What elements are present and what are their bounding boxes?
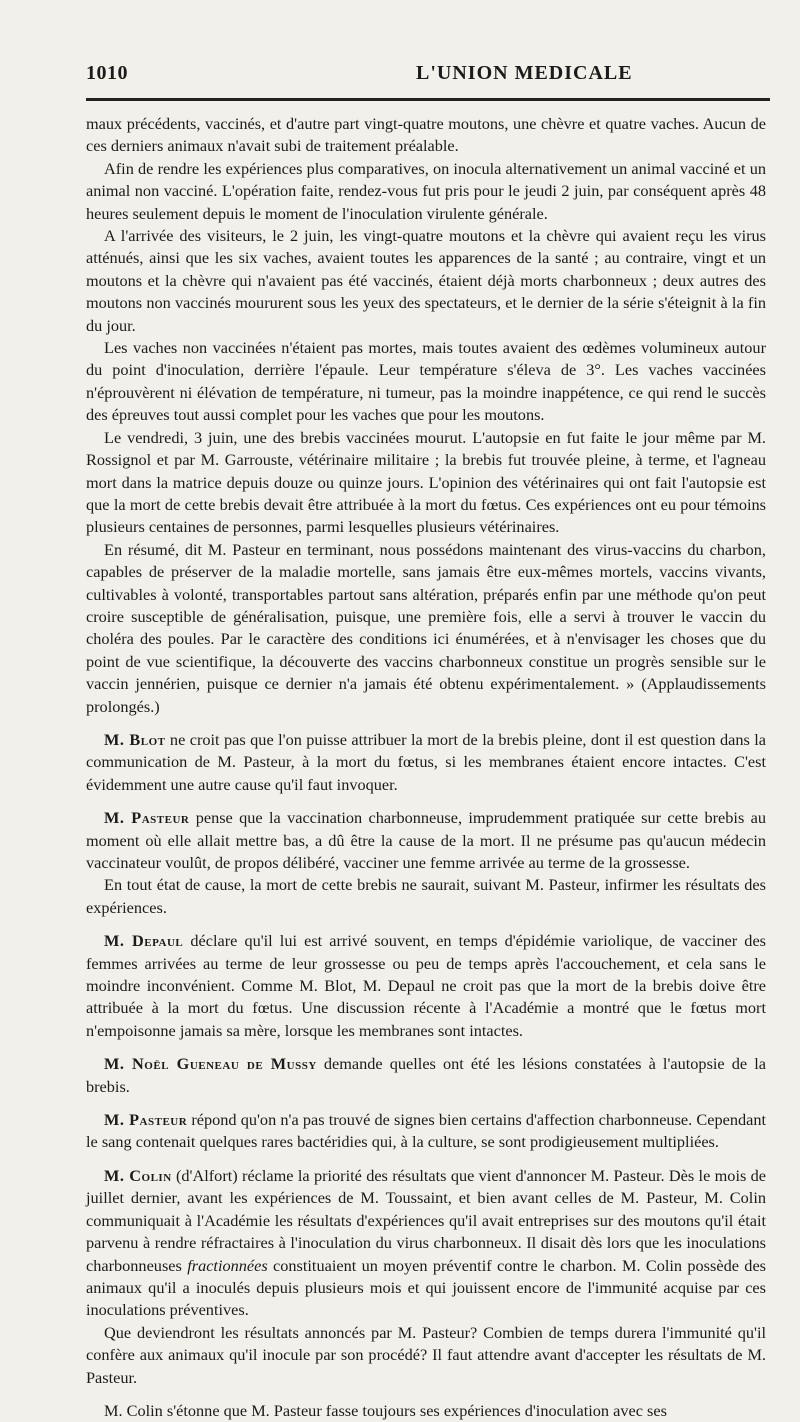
paragraph: Que deviendront les résultats annoncés par M. Pasteur? Combien de temps durera l'immunité qu'il confère aux animaux qu'il inocule par son procédé? Il faut attendre avant d'accepter les résultats de M. Pasteur. — [86, 1322, 766, 1387]
speaker-text: répond qu'on n'a pas trouvé de signes bien certains d'affection charbonneuse. Cependant le sang contenait quelques rares bactéridies qui, à la culture, se sont prodigieusement multipliées. — [86, 1110, 766, 1152]
speaker-name: M. Blot — [104, 729, 166, 749]
speaker-text-tail: constituaient un moyen préventif contre le charbon. M. Colin possède des animaux qu'il a inoculés depuis plusieurs mois et qui jouissent encore de l'immunité acquise par ces inoculations préventives. — [86, 1255, 767, 1320]
speaker-name: M. Colin — [104, 1165, 172, 1185]
page-number: 1010 — [86, 62, 128, 84]
speaker-text: (d'Alfort) réclame la priorité des résultats que vient d'annoncer M. Pasteur. Dès le mois de juillet dernier, avant les expériences de M. Toussaint, et bien avant celles de M. Pasteur, M. Colin communiquait à l'Académie les résultats d'expériences qu'il avait entreprises sur des moutons qu'il était parvenu à rendre réfractaires à l'inoculation du virus charbonneux. Il disait dès lors que les inoculations charbonneuses — [86, 1165, 766, 1275]
speaker-text: déclare qu'il lui est arrivé souvent, en temps d'épidémie variolique, de vacciner des femmes arrivées au terme de leur grossesse ou peu de temps après l'accouchement, et cela sans le moindre inconvénient. Comme M. Blot, M. Depaul ne croit pas que la mort de la brebis doive être attribuée à la mort du fœtus. Une discussion récente à l'Académie a montré que le fœtus mort n'empoisonne jamais sa mère, lorsque les membranes sont intactes. — [86, 931, 767, 1040]
speaker-paragraph — [86, 930, 766, 1042]
speaker-paragraph — [86, 1053, 766, 1098]
paragraph: M. Colin s'étonne que M. Pasteur fasse toujours ses expériences d'inoculation avec ses — [104, 1400, 667, 1420]
speaker-paragraph — [86, 807, 766, 874]
speaker-paragraph — [86, 1165, 766, 1322]
running-title: L'UNION MEDICALE — [416, 62, 633, 84]
paragraph: maux précédents, vaccinés, et d'autre part vingt-quatre moutons, une chèvre et quatre vaches. Aucun de ces derniers animaux n'avait subi de traitement préalable. — [86, 114, 766, 156]
article-body — [86, 113, 766, 1422]
paragraph: Les vaches non vaccinées n'étaient pas mortes, mais toutes avaient des œdèmes volumineux autour du point d'inoculation, derrière l'épaule. Leur température s'éleva de 3°. Les vaches vaccinées n'éprouvèrent ni élévation de température, ni tumeur, pas la moindre inappétence, ce qui rend le succès des épreuves tout aussi complet pour les vaches que pour les moutons. — [86, 338, 766, 425]
page-header — [86, 62, 766, 88]
speaker-paragraph — [86, 729, 766, 796]
emphasis-text: fractionnées — [187, 1255, 268, 1275]
speaker-name: M. Noël Gueneau de Mussy — [104, 1054, 317, 1074]
paragraph: Le vendredi, 3 juin, une des brebis vaccinées mourut. L'autopsie en fut faite le jour même par M. Rossignol et par M. Garrouste, vétérinaire militaire ; la brebis fut trouvée pleine, à terme, et l'agneau mort dans la matrice depuis douze ou quinze jours. L'opinion des vétérinaires qui ont fait l'autopsie est que la mort de cette brebis devait être attribuée à la mort du fœtus. Ces expériences ont eu pour témoins plusieurs centaines de personnes, parmi lesquelles plusieurs vétérinaires. — [86, 427, 766, 537]
speaker-text: demande quelles ont été les lésions constatées à l'autopsie de la brebis. — [86, 1054, 766, 1096]
paragraph: En tout état de cause, la mort de cette brebis ne saurait, suivant M. Pasteur, infirmer les résultats des expériences. — [86, 875, 766, 917]
speaker-name: M. Pasteur — [104, 1110, 188, 1130]
speaker-text: ne croit pas que l'on puisse attribuer la mort de la brebis pleine, dont il est question dans la communication de M. Pasteur, à la mort du fœtus, si les membranes étaient encore intactes. C'est évidemment une autre cause qu'il faut invoquer. — [86, 729, 766, 794]
speaker-name: M. Pasteur — [104, 808, 190, 828]
speaker-text: pense que la vaccination charbonneuse, imprudemment pratiquée sur cette brebis au moment où elle allait mettre bas, a dû être la cause de la mort. Il ne présume pas qu'aucun médecin vaccinateur voulût, de propos délibéré, vacciner une femme arrivée au terme de la grossesse. — [86, 808, 766, 872]
header-rule — [86, 98, 770, 101]
paragraph: A l'arrivée des visiteurs, le 2 juin, les vingt-quatre moutons et la chèvre qui avaient reçu les virus atténués, ainsi que les six vaches, avaient toutes les apparences de la santé ; au contraire, vingt et un moutons et la chèvre qui n'avaient pas été vaccinés, étaient déjà morts charbonneux ; deux autres des moutons non vaccinés moururent sous les yeux des spectateurs, et le dernier de la série s'éteignit à la fin du jour. — [86, 226, 766, 335]
speaker-paragraph — [86, 1109, 766, 1154]
paragraph: Afin de rendre les expériences plus comparatives, on inocula alternativement un animal vacciné et un animal non vacciné. L'opération faite, rendez-vous fut pris pour le jeudi 2 juin, par conséquent après 48 heures seulement depuis le moment de l'inoculation virulente générale. — [86, 158, 766, 223]
speaker-name: M. Depaul — [104, 931, 184, 951]
paragraph: En résumé, dit M. Pasteur en terminant, nous possédons maintenant des virus-vaccins du charbon, capables de préserver de la maladie mortelle, sans jamais être eux-mêmes mortels, vaccins vivants, cultivables à volonté, transportables partout sans altération, préparés enfin par une méthode qu'on peut croire susceptible de généralisation, puisque, une première fois, elle a servi à trouver le vaccin du choléra des poules. Par le caractère des conditions ici énumérées, et à n'envisager les choses que du point de vue scientifique, la découverte des vaccins charbonneux constitue un progrès sensible sur le vaccin jennérien, puisque ce dernier n'a jamais été obtenu expérimentalement. » (Applaudissements prolongés.) — [86, 539, 766, 716]
